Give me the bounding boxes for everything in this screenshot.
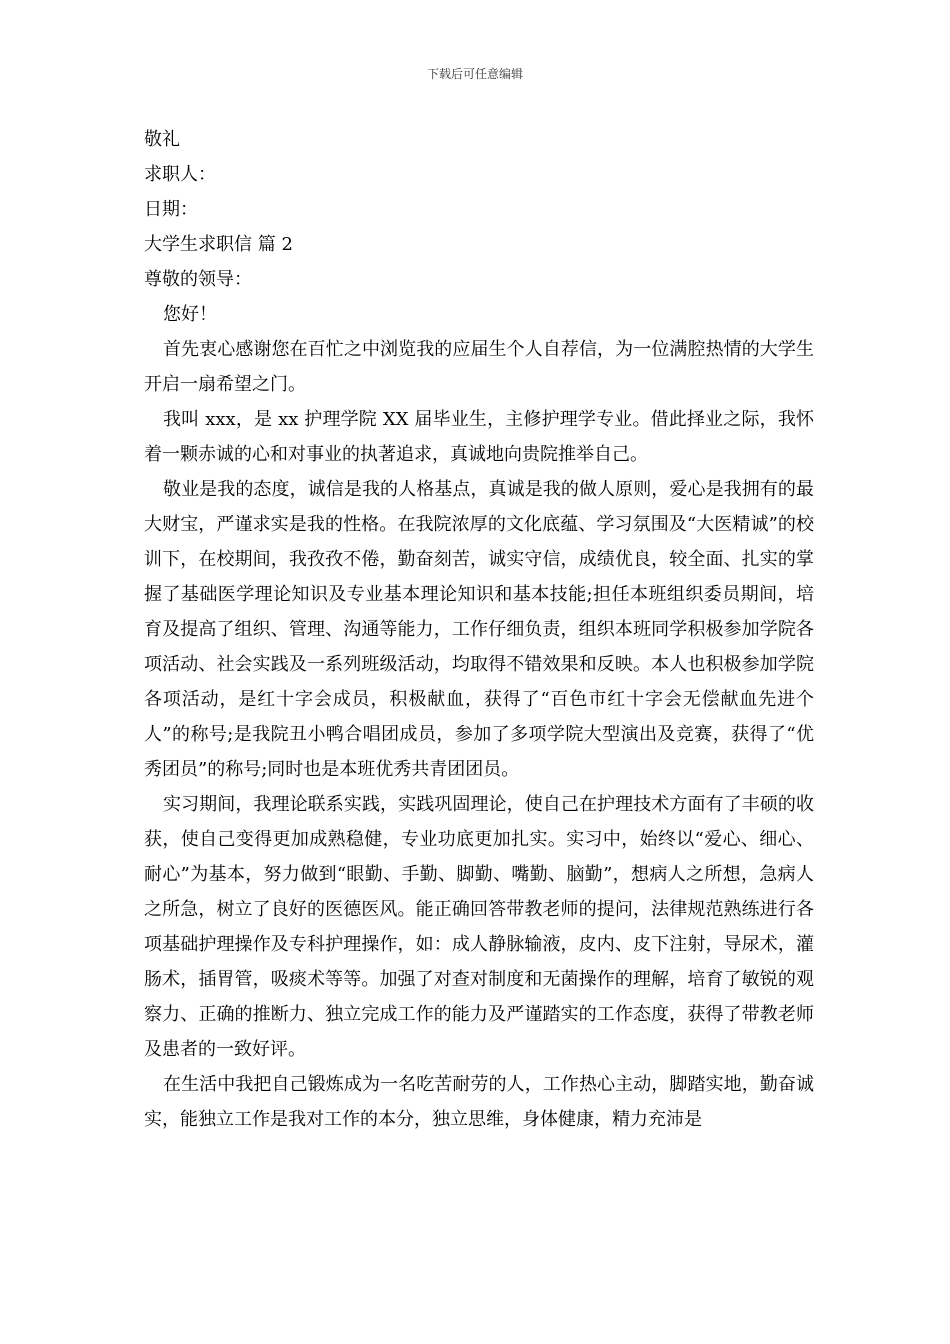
paragraph-intro: 首先衷心感谢您在百忙之中浏览我的应届生个人自荐信，为一位满腔热情的大学生开启一扇希望之门。 — [144, 339, 814, 395]
paragraph-character: 敬业是我的态度，诚信是我的人格基点，真诚是我的做人原则，爱心是我拥有的最大财宝，严谨求实是我的性格。在我院浓厚的文化底蕴、学习氛围及“大医精诚”的校训下，在校期间，我孜孜不倦，勤奋刻苦，诚实守信，成绩优良，较全面、扎实的掌握了基础医学理论知识及专业基本理论知识和基本技能;担任本班组织委员期间，培育及提高了组织、管理、沟通等能力，工作仔细负责，组织本班同学积极参加学院各项活动、社会实践及一系列班级活动，均取得不错效果和反映。本人也积极参加学院各项活动，是红十字会成员，积极献血，获得了“百色市红十字会无偿献血先进个人”的称号;是我院丑小鸭合唱团成员，参加了多项学院大型演出及竞赛，获得了“优秀团员”的称号;同时也是本班优秀共青团团员。 — [144, 479, 814, 780]
page-header-note: 下载后可任意编辑 — [426, 67, 523, 81]
letter-salutation: 尊敬的领导： — [144, 269, 252, 290]
document-body — [144, 122, 814, 1137]
applicant-label: 求职人： — [144, 164, 216, 185]
date-label: 日期： — [144, 199, 198, 220]
paragraph-self-introduction: 我叫 xxx，是 xx 护理学院 XX 届毕业生，主修护理学专业。借此择业之际，我怀着一颗赤诚的心和对事业的执著追求，真诚地向贵院推举自己。 — [144, 409, 814, 465]
letter-greeting: 您好！ — [163, 304, 217, 325]
paragraph-life: 在生活中我把自己锻炼成为一名吃苦耐劳的人，工作热心主动，脚踏实地，勤奋诚实，能独立工作是我对工作的本分，独立思维，身体健康，精力充沛是 — [144, 1074, 814, 1130]
paragraph-internship: 实习期间，我理论联系实践，实践巩固理论，使自己在护理技术方面有了丰硕的收获，使自己变得更加成熟稳健，专业功底更加扎实。实习中，始终以“爱心、细心、耐心”为基本，努力做到“眼勤、手勤、脚勤、嘴勤、脑勤”，想病人之所想，急病人之所急，树立了良好的医德医风。能正确回答带教老师的提问，法律规范熟练进行各项基础护理操作及专科护理操作，如：成人静脉输液，皮内、皮下注射，导尿术，灌肠术，插胃管，吸痰术等等。加强了对查对制度和无菌操作的理解，培育了敏锐的观察力、正确的推断力、独立完成工作的能力及严谨踏实的工作态度，获得了带教老师及患者的一致好评。 — [144, 794, 814, 1060]
letter-heading: 大学生求职信 篇 2 — [144, 234, 293, 255]
closing-salute: 敬礼 — [144, 129, 180, 150]
